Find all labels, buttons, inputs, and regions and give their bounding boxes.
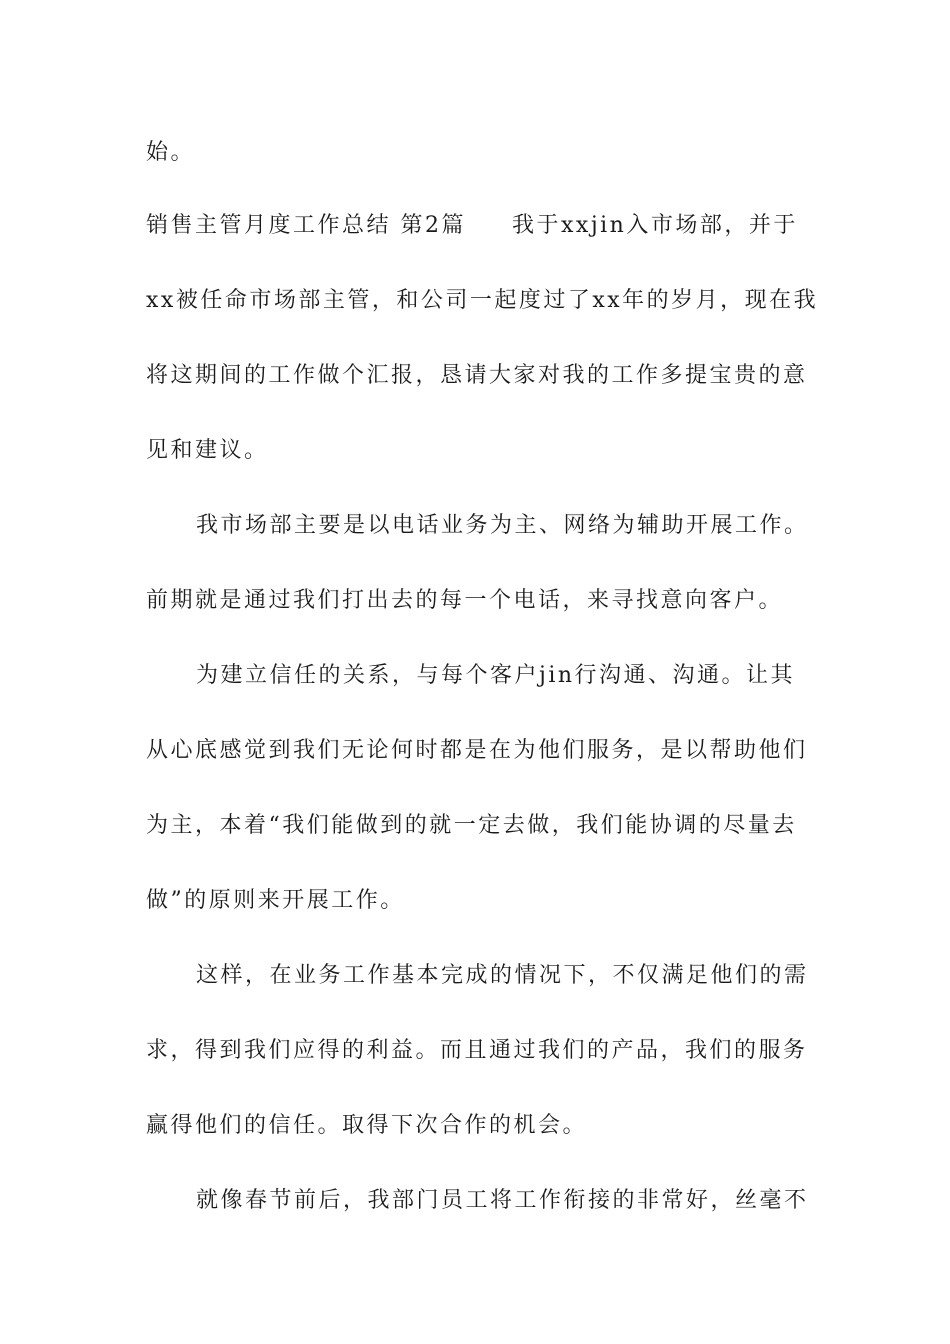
- text-line: 赢得他们的信任。取得下次合作的机会。: [146, 1113, 588, 1138]
- text-line: 从心底感觉到我们无论何时都是在为他们服务，是以帮助他们: [146, 738, 808, 763]
- section-heading: 销售主管月度工作总结 第2篇: [146, 213, 466, 238]
- text-line: 将这期间的工作做个汇报，恳请大家对我的工作多提宝贵的意: [146, 363, 808, 388]
- paragraph-start-line: 这样，在业务工作基本完成的情况下，不仅满足他们的需: [196, 963, 809, 988]
- text-line: 求，得到我们应得的利益。而且通过我们的产品，我们的服务: [146, 1038, 808, 1063]
- paragraph-start-line: 为建立信任的关系，与每个客户jin行沟通、沟通。让其: [196, 663, 796, 688]
- paragraph-start-line: 就像春节前后，我部门员工将工作衔接的非常好，丝毫不: [196, 1188, 809, 1213]
- text-line: 做”的原则来开展工作。: [146, 888, 405, 913]
- text-line: xx被任命市场部主管，和公司一起度过了xx年的岁月，现在我: [146, 288, 819, 313]
- paragraph-start-line: 我市场部主要是以电话业务为主、网络为辅助开展工作。: [196, 513, 809, 538]
- text-line: 始。: [146, 140, 196, 165]
- text-line: 前期就是通过我们打出去的每一个电话，来寻找意向客户。: [146, 588, 784, 613]
- text-line: 我于xxjin入市场部，并于: [512, 213, 798, 238]
- text-line: 见和建议。: [146, 438, 269, 463]
- heading-line: [146, 211, 816, 241]
- text-line: 为主，本着“我们能做到的就一定去做，我们能协调的尽量去: [146, 813, 797, 838]
